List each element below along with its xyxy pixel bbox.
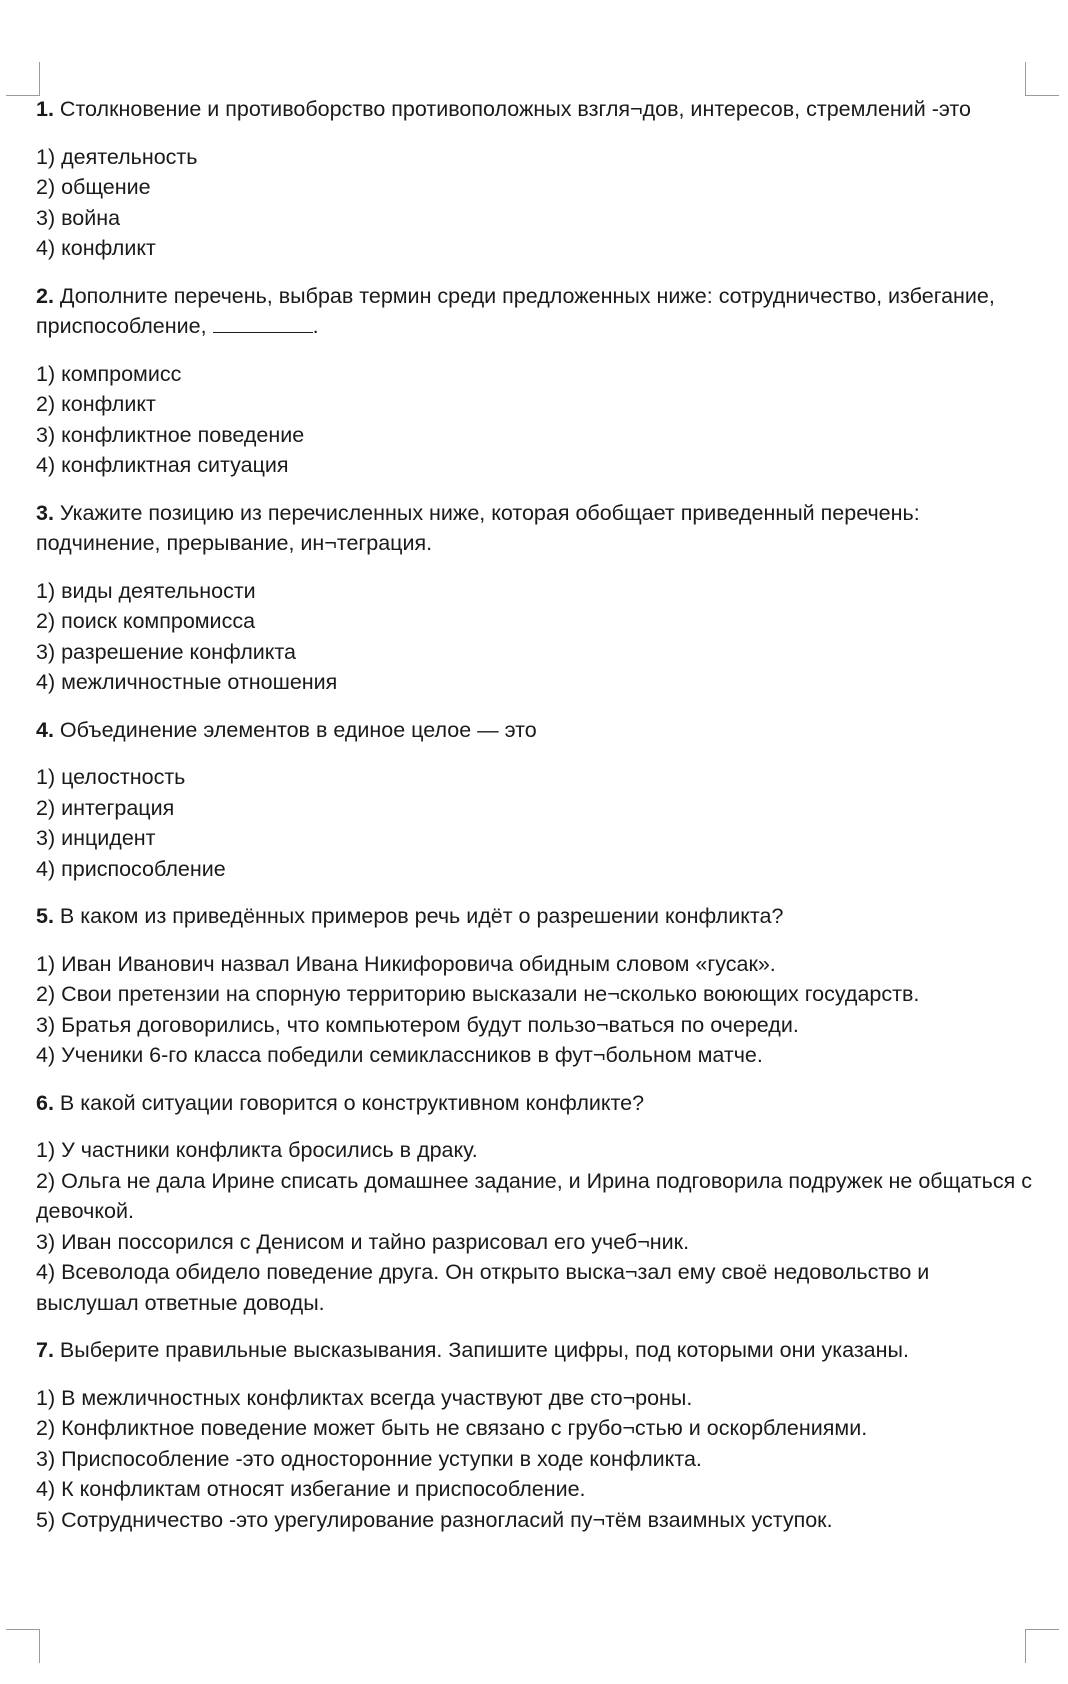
answer-option: 3) Братья договорились, что компьютером будут пользо¬ваться по очереди. (36, 1012, 799, 1037)
crop-mark-top-right (1025, 62, 1059, 96)
answer-option: 3) разрешение конфликта (36, 639, 297, 664)
question-1 (36, 94, 1036, 264)
question-4-options (36, 762, 1036, 884)
question-3-text (36, 498, 1036, 559)
question-7-options (36, 1383, 1036, 1536)
question-prompt: Укажите позицию из перечисленных ниже, которая обобщает приведенный перечень: подчинение, прерывание, ин¬теграция. (36, 500, 920, 555)
question-2-options (36, 359, 1036, 481)
question-7 (36, 1335, 1036, 1535)
answer-option: 1) В межличностных конфликтах всегда участвуют две сто¬роны. (36, 1385, 693, 1410)
answer-option: 4) конфликт (36, 236, 156, 260)
answer-option: 4) Ученики 6-го класса победили семиклассников в фут¬больном матче. (36, 1043, 763, 1067)
answer-option: 1) виды деятельности (36, 578, 256, 603)
question-prompt-end: . (312, 314, 319, 338)
question-prompt: Дополните перечень, выбрав термин среди предложенных ниже: сотрудничество, избегание, приспособление, (36, 283, 995, 338)
question-7-text (36, 1335, 1036, 1366)
crop-mark-bottom-left (6, 1629, 40, 1663)
answer-option: 3) конфликтное поведение (36, 422, 305, 447)
question-number: 7. (36, 1338, 54, 1362)
answer-option: 2) Конфликтное поведение может быть не связано с грубо¬стью и оскорблениями. (36, 1416, 868, 1440)
answer-option: 2) Ольга не дала Ирине списать домашнее задание, и Ирина подговорила подружек не общаться с девочкой. (36, 1168, 1032, 1223)
question-1-text (36, 94, 1036, 125)
answer-option: 3) Иван поссорился с Денисом и тайно разрисовал его учеб¬ник. (36, 1229, 690, 1254)
question-number: 3. (36, 500, 54, 525)
question-number: 2. (36, 283, 54, 308)
answer-option: 4) приспособление (36, 856, 226, 881)
answer-option: 1) компромисс (36, 361, 182, 386)
answer-option: 2) конфликт (36, 392, 156, 416)
answer-option: 3) Приспособление -это односторонние уступки в ходе конфликта. (36, 1446, 702, 1471)
answer-option: 1) У частники конфликта бросились в драку. (36, 1138, 478, 1162)
crop-mark-top-left (6, 62, 40, 96)
question-number: 6. (36, 1090, 54, 1115)
question-6-text (36, 1088, 1036, 1119)
answer-option: 2) общение (36, 175, 151, 199)
question-prompt: Объединение элементов в единое целое — это (59, 717, 537, 742)
answer-blank (213, 312, 313, 333)
question-2 (36, 281, 1036, 481)
question-3 (36, 498, 1036, 698)
question-5-options (36, 949, 1036, 1071)
answer-option: 4) конфликтная ситуация (36, 453, 289, 477)
test-content (36, 94, 1036, 1552)
question-4 (36, 715, 1036, 885)
answer-option: 1) деятельность (36, 144, 198, 169)
question-number: 4. (36, 717, 54, 742)
question-6 (36, 1088, 1036, 1319)
question-prompt: В какой ситуации говорится о конструктивном конфликте? (59, 1090, 645, 1115)
question-6-options (36, 1135, 1036, 1318)
answer-option: 1) Иван Иванович назвал Ивана Никифоровича обидным словом «гусак». (36, 951, 776, 976)
answer-option: 4) Всеволода обидело поведение друга. Он открыто выска¬зал ему своё недовольство и выслушал ответные доводы. (36, 1260, 930, 1315)
answer-option: 2) Свои претензии на спорную территорию высказали не¬сколько воюющих государств. (36, 982, 920, 1006)
answer-option: 4) межличностные отношения (36, 670, 338, 694)
answer-option: 4) К конфликтам относят избегание и приспособление. (36, 1477, 586, 1501)
answer-option: 5) Сотрудничество -это урегулирование разногласий пу¬тём взаимных уступок. (36, 1507, 833, 1532)
question-4-text (36, 715, 1036, 746)
answer-option: 3) инцидент (36, 826, 156, 850)
answer-option: 3) война (36, 205, 121, 230)
question-5-text (36, 901, 1036, 932)
question-1-options (36, 142, 1036, 264)
question-2-text (36, 281, 1036, 342)
question-number: 1. (36, 97, 54, 121)
question-3-options (36, 576, 1036, 698)
question-prompt: Выберите правильные высказывания. Запишите цифры, под которыми они указаны. (59, 1338, 909, 1362)
question-5 (36, 901, 1036, 1071)
question-prompt: В каком из приведённых примеров речь идёт о разрешении конфликта? (59, 904, 784, 928)
crop-mark-bottom-right (1025, 1629, 1059, 1663)
answer-option: 2) интеграция (36, 795, 175, 820)
answer-option: 1) целостность (36, 765, 186, 789)
question-number: 5. (36, 904, 54, 928)
question-prompt: Столкновение и противоборство противоположных взгля¬дов, интересов, стремлений -это (59, 97, 971, 121)
answer-option: 2) поиск компромисса (36, 609, 256, 633)
